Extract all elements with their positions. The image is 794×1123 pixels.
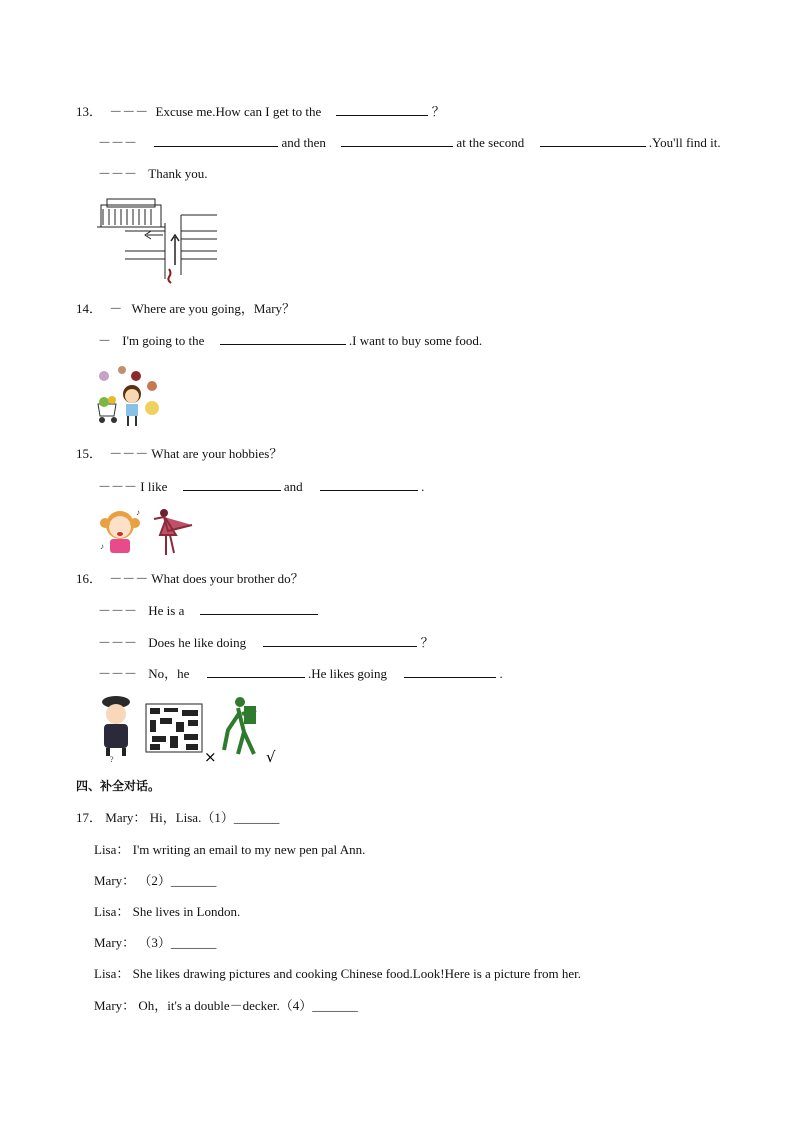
- q17-line3: [94, 873, 216, 889]
- dash-prefix: －: [109, 301, 123, 316]
- dialogue-text: Hi，Lisa.（1）_______: [149, 810, 280, 825]
- q16-likes-going: .He likes going: [307, 666, 388, 681]
- period: .: [421, 479, 425, 494]
- q16-blank-2[interactable]: [263, 634, 417, 647]
- q14-number: 14．: [76, 301, 103, 316]
- q16-blank-3[interactable]: [207, 665, 305, 678]
- dialogue-text: She lives in London.: [132, 904, 241, 919]
- dash-prefix: －－－: [98, 666, 138, 681]
- q16-number: 16．: [76, 571, 103, 586]
- q14-line2: [98, 332, 482, 349]
- q16-line1: [76, 571, 304, 587]
- period: .: [499, 666, 503, 681]
- dash-prefix: －－－: [98, 603, 138, 618]
- street-map-image: [95, 195, 220, 285]
- q13-at-second: at the second: [456, 135, 525, 150]
- dialogue-text: She likes drawing pictures and cooking Chinese food.Look!Here is a picture from her.: [132, 966, 582, 981]
- q13-line1: [76, 103, 445, 120]
- q13-question-text: Excuse me.How can I get to the: [155, 104, 322, 119]
- speaker-mary: Mary：: [105, 810, 147, 825]
- crossword-image: [146, 704, 202, 752]
- q13-find-it: .You'll find it.: [648, 135, 721, 150]
- q17-number: 17．: [76, 810, 103, 825]
- q16-he-is-a: He is a: [148, 603, 185, 618]
- q16-line4: [98, 665, 503, 682]
- hiker-image: [224, 697, 256, 754]
- cross-mark: ×: [204, 748, 217, 764]
- section4-title: 四、补全对话。: [76, 779, 161, 793]
- question-mark: ？: [431, 104, 445, 119]
- q14-blank[interactable]: [220, 332, 346, 345]
- question-mark: ？: [420, 635, 434, 650]
- q17-line1: [76, 810, 279, 826]
- speaker-mary: Mary：: [94, 935, 136, 950]
- dash-prefix: －－－: [109, 446, 149, 461]
- q15-answer-text: I like: [140, 479, 168, 494]
- q15-line1: [76, 446, 282, 462]
- q13-blank-2[interactable]: [341, 134, 453, 147]
- svg-text:♪: ♪: [136, 508, 140, 517]
- policeman-image: [102, 696, 130, 764]
- svg-text:♪: ♪: [100, 542, 104, 551]
- speaker-mary: Mary：: [94, 998, 136, 1013]
- speaker-mary: Mary：: [94, 873, 136, 888]
- q17-line5: [94, 935, 216, 951]
- check-mark: √: [266, 748, 276, 764]
- dash-prefix: －－－: [109, 104, 149, 119]
- q17-line2: [94, 842, 365, 858]
- q16-blank-1[interactable]: [200, 602, 318, 615]
- q16-no-he: No，he: [148, 666, 190, 681]
- q14-answer-text: I'm going to the: [122, 333, 205, 348]
- girl-shopping-image: [94, 364, 164, 428]
- q14-line1: [76, 301, 295, 317]
- q13-number: 13．: [76, 104, 103, 119]
- dash-prefix: －－－: [98, 635, 138, 650]
- dash-prefix: －－－: [98, 135, 138, 150]
- q16-question-text: What does your brother do？: [151, 571, 304, 586]
- dialogue-text: （2）_______: [138, 873, 217, 888]
- q13-and-then: and then: [281, 135, 326, 150]
- speaker-lisa: Lisa：: [94, 904, 130, 919]
- q17-line7: [94, 998, 358, 1014]
- singing-dancing-image: [96, 505, 202, 559]
- q13-thank-you: Thank you.: [148, 166, 208, 181]
- q15-blank-2[interactable]: [320, 478, 418, 491]
- q13-line2: [98, 134, 721, 151]
- q15-line2: [98, 478, 424, 495]
- hobbies-images: [98, 692, 278, 764]
- q15-number: 15．: [76, 446, 103, 461]
- q16-line2: [98, 602, 318, 619]
- dialogue-text: I'm writing an email to my new pen pal Ann.: [132, 842, 366, 857]
- dash-prefix: －－－: [109, 571, 149, 586]
- q13-blank-1[interactable]: [154, 134, 278, 147]
- svg-text:?: ?: [110, 755, 114, 764]
- q13-blank-place[interactable]: [336, 103, 428, 116]
- q13-blank-3[interactable]: [540, 134, 646, 147]
- speaker-lisa: Lisa：: [94, 966, 130, 981]
- dash-prefix: －: [98, 333, 112, 348]
- q14-question-text: Where are you going，Mary？: [131, 301, 296, 316]
- q16-blank-4[interactable]: [404, 665, 496, 678]
- q15-and: and: [283, 479, 303, 494]
- q15-blank-1[interactable]: [183, 478, 281, 491]
- speaker-lisa: Lisa：: [94, 842, 130, 857]
- q16-line3: [98, 634, 434, 651]
- dialogue-text: Oh，it's a double－decker.（4）_______: [138, 998, 358, 1013]
- dialogue-text: （3）_______: [138, 935, 217, 950]
- q15-question-text: What are your hobbies？: [151, 446, 283, 461]
- q17-line6: [94, 966, 581, 982]
- q17-line4: [94, 904, 240, 920]
- dash-prefix: －－－: [98, 479, 138, 494]
- q13-line3: [98, 166, 207, 182]
- dash-prefix: －－－: [98, 166, 138, 181]
- q14-answer-end: .I want to buy some food.: [348, 333, 483, 348]
- q16-does-he-like: Does he like doing: [148, 635, 247, 650]
